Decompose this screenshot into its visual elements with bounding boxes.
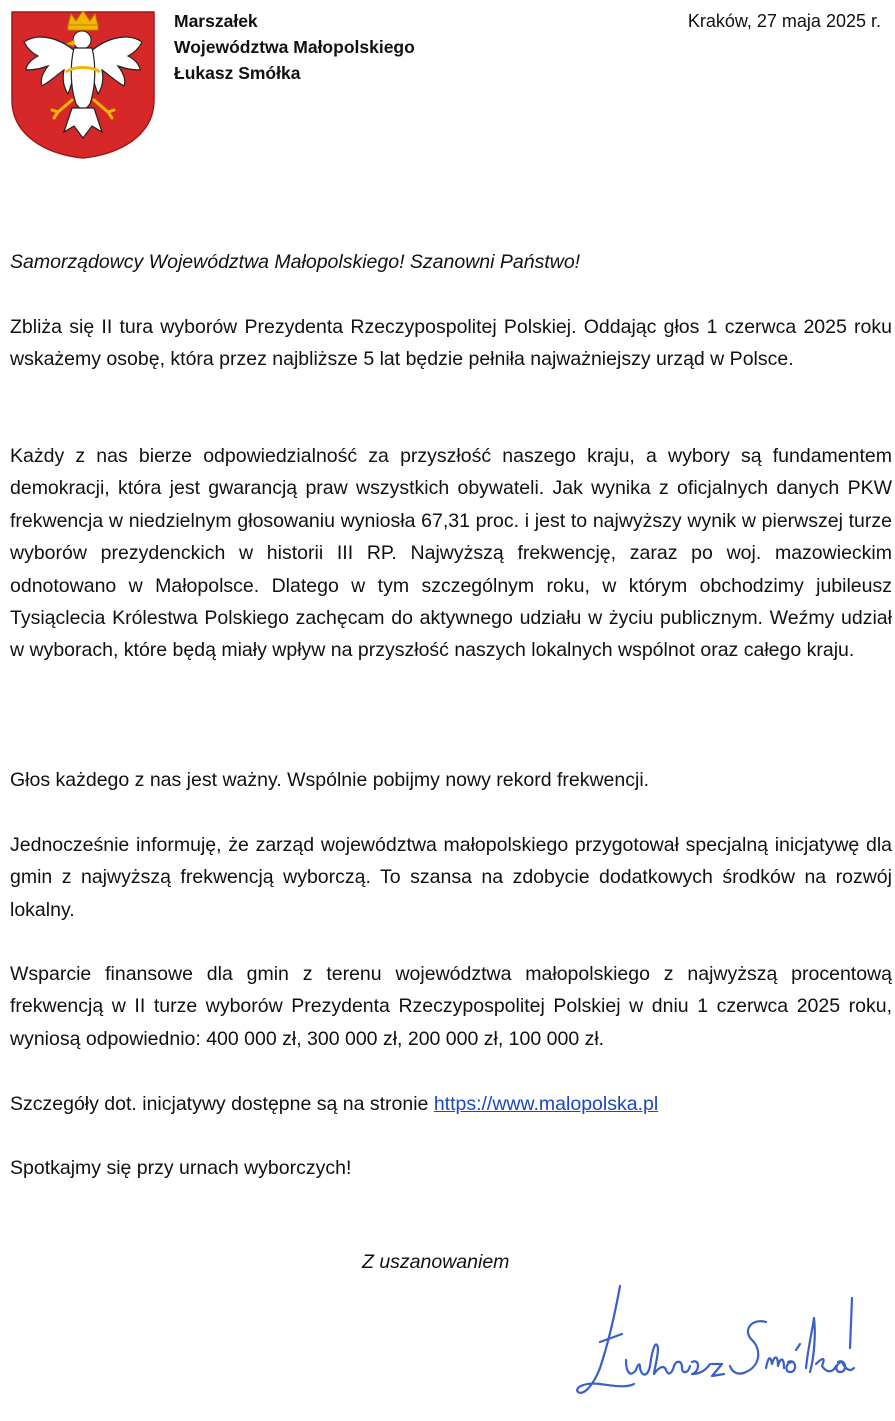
sender-block <box>174 8 415 86</box>
sender-title: Marszałek <box>174 11 258 31</box>
paragraph-details <box>10 1088 892 1120</box>
closing-phrase: Z uszanowaniem <box>362 1251 510 1273</box>
paragraph-see-you: Spotkajmy się przy urnach wyborczych! <box>10 1157 352 1179</box>
paragraph-financial-support: Wsparcie finansowe dla gmin z terenu województwa małopolskiego z najwyższą procentową frekwencją w II turze wyborów Prezydenta Rzeczypospolitej Polskiej w dniu 1 czerwca 2025 roku, wyniosą odpowiednio: 400 000 zł, 300 000 zł, 200 000 zł, 100 000 zł. <box>10 963 892 1050</box>
letter-date: Kraków, 27 maja 2025 r. <box>687 11 881 31</box>
details-text: Szczegóły dot. inicjatywy dostępne są na stronie <box>10 1093 434 1115</box>
paragraph-every-vote: Głos każdego z nas jest ważny. Wspólnie pobijmy nowy rekord frekwencji. <box>10 769 650 791</box>
paragraph-turnout: Każdy z nas bierze odpowiedzialność za przyszłość naszego kraju, a wybory są fundamentem demokracji, która jest gwarancją praw wszystkich obywateli. Jak wynika z oficjalnych danych PKW frekwencja w niedzielnym głosowaniu wyniosła 67,31 proc. i jest to najwyższy wynik w pierwszej turze wyborów prezydenckich w historii III RP. Najwyższą frekwencję, zaraz po woj. mazowieckim odnotowano w Małopolsce. Dlatego w tym szczególnym roku, w którym obchodzimy jubileusz Tysiąclecia Królestwa Polskiego zachęcam do aktywnego udziału w życiu publicznym. Weźmy udział w wyborach, które będą miały wpływ na przyszłość naszych lokalnych wspólnot oraz całego kraju. <box>10 445 892 662</box>
handwritten-signature <box>570 1278 870 1408</box>
sender-name: Łukasz Smółka <box>174 63 301 83</box>
paragraph-initiative: Jednocześnie informuję, że zarząd województwa małopolskiego przygotował specjalną inicjatywę dla gmin z najwyższą frekwencją wyborczą. To szansa na zdobycie dodatkowych środków na rozwój lokalny. <box>10 834 892 921</box>
salutation: Samorządowcy Województwa Małopolskiego! Szanowni Państwo! <box>10 251 581 273</box>
sender-office: Województwa Małopolskiego <box>174 37 415 57</box>
malopolska-coat-of-arms-icon <box>8 8 158 160</box>
paragraph-runoff-announcement: Zbliża się II tura wyborów Prezydenta Rzeczypospolitej Polskiej. Oddając głos 1 czerwca 2025 roku wskażemy osobę, która przez najbliższe 5 lat będzie pełniła najważniejszy urząd w Polsce. <box>10 316 892 371</box>
malopolska-link[interactable]: https://www.malopolska.pl <box>433 1093 659 1115</box>
